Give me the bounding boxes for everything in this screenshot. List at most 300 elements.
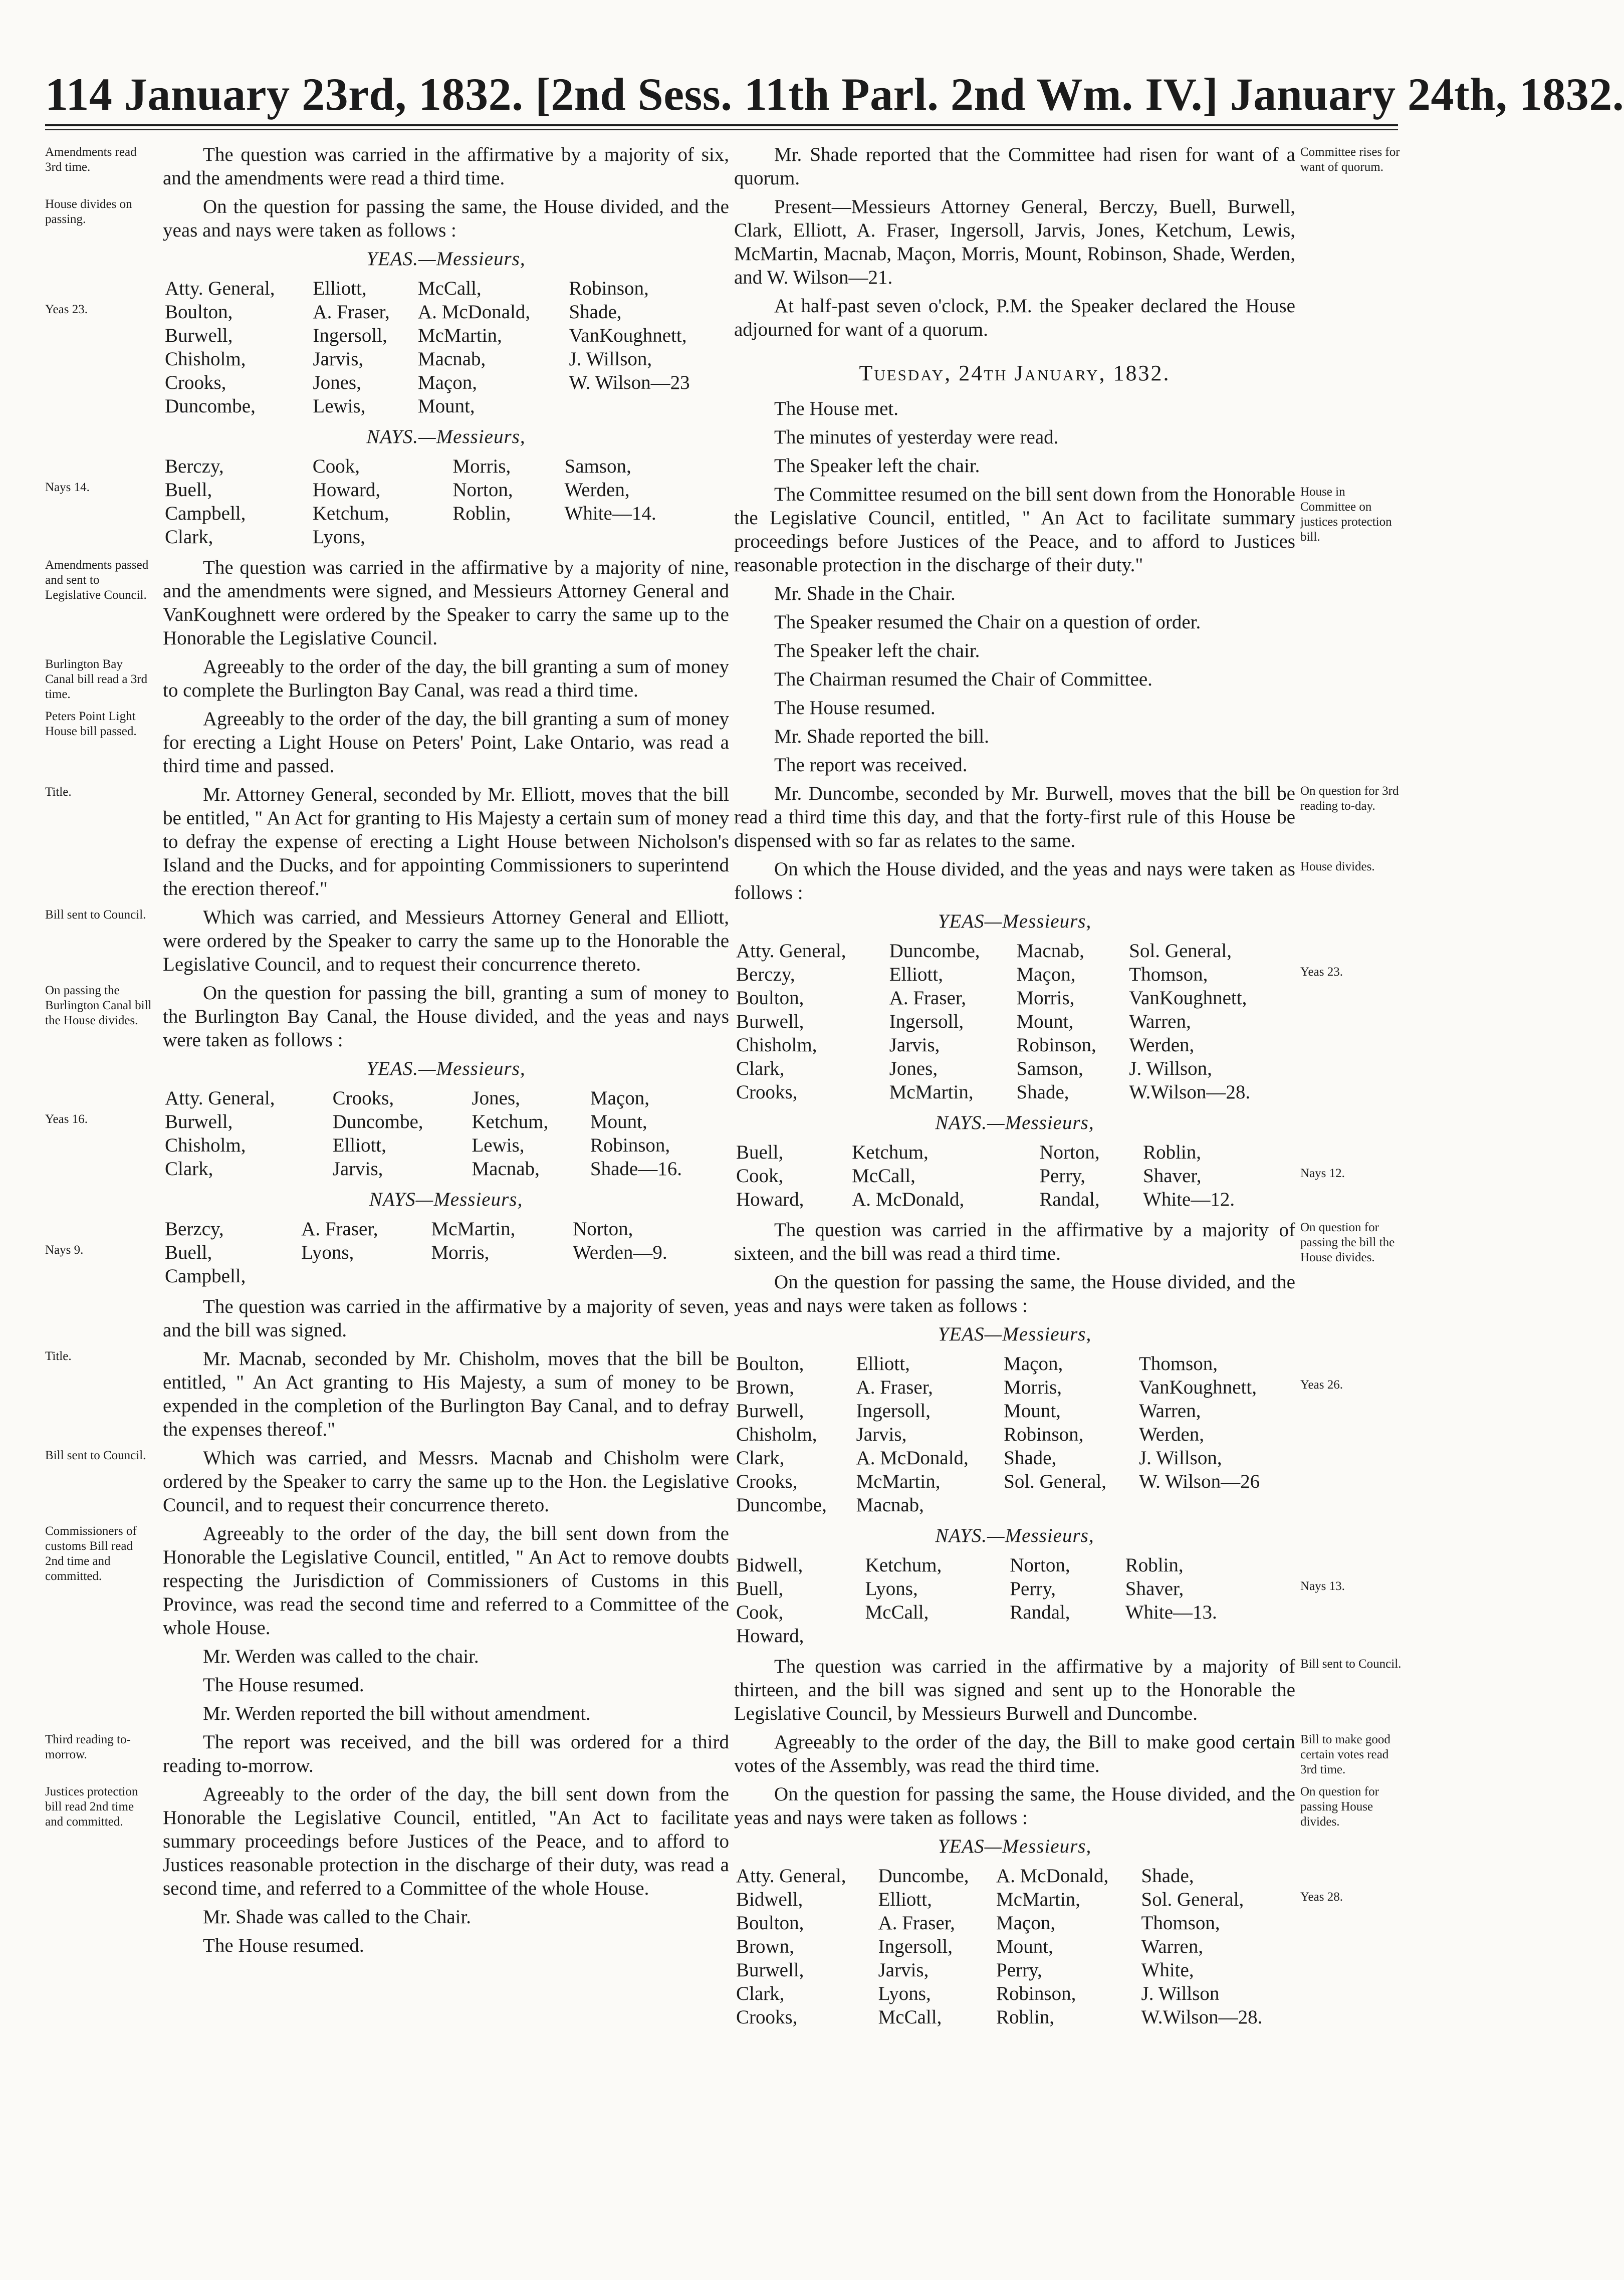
block bbox=[734, 667, 1295, 691]
vote-row bbox=[163, 277, 729, 300]
paragraph: The Speaker left the chair. bbox=[774, 455, 980, 477]
member-name: Atty. General, bbox=[165, 278, 275, 299]
member-name bbox=[1123, 1624, 1295, 1648]
member-name: Werden, bbox=[564, 479, 630, 501]
margin-note: House divides. bbox=[1300, 860, 1375, 873]
vote-heading-text: NAYS—Messieurs, bbox=[369, 1189, 523, 1210]
vote-row bbox=[734, 1982, 1295, 2005]
vote-table bbox=[734, 1553, 1295, 1648]
member-name: Cook, bbox=[312, 455, 360, 477]
member-name: Macnab, bbox=[1016, 940, 1084, 962]
member-name: Berczy, bbox=[165, 455, 224, 477]
block bbox=[163, 1673, 729, 1697]
member-name bbox=[1137, 1493, 1295, 1517]
paragraph: Agreeably to the order of the day, the bill granting a sum of money to complete the Burlington Bay Canal, was read a third time. bbox=[163, 656, 729, 701]
member-name: Thomson, bbox=[1129, 964, 1208, 985]
member-name: Cook, bbox=[736, 1602, 784, 1623]
member-name: Buell, bbox=[165, 1242, 212, 1263]
member-name: Robinson, bbox=[996, 1983, 1076, 2004]
margin-note: Bill sent to Council. bbox=[45, 908, 146, 922]
block bbox=[734, 857, 1375, 904]
left-column bbox=[45, 143, 729, 1962]
member-name: Burwell, bbox=[165, 1111, 233, 1132]
member-name: Elliott, bbox=[313, 278, 367, 299]
member-name: Robinson, bbox=[590, 1134, 670, 1156]
margin-note: Peters Point Light House bill passed. bbox=[45, 710, 137, 738]
member-name: Boulton, bbox=[165, 301, 233, 323]
member-name: Berczy, bbox=[736, 964, 795, 985]
vote-heading-text: NAYS.—Messieurs, bbox=[935, 1112, 1094, 1133]
member-name: Chisholm, bbox=[736, 1034, 817, 1056]
paragraph: The question was carried in the affirmative by a majority of nine, and the amendments were signed, and Messieurs Attorney General and VanKoughnett were ordered by the Speaker to carry the same up to the Honorable the Legislative Council. bbox=[163, 557, 729, 649]
member-name: Shade, bbox=[569, 301, 622, 323]
member-name: Campbell, bbox=[165, 503, 246, 524]
member-name: Shaver, bbox=[1125, 1578, 1184, 1600]
block bbox=[45, 1446, 729, 1517]
member-name: Ingersoll, bbox=[878, 1936, 953, 1957]
block bbox=[45, 143, 729, 190]
vote-heading-text: YEAS—Messieurs, bbox=[938, 910, 1092, 932]
paragraph: Mr. Shade in the Chair. bbox=[774, 583, 956, 604]
member-name: Lyons, bbox=[865, 1578, 918, 1600]
margin-note: Amendments read 3rd time. bbox=[45, 145, 137, 174]
vote-row bbox=[163, 1264, 729, 1288]
member-name: Robinson, bbox=[1004, 1424, 1084, 1445]
member-name: Atty. General, bbox=[736, 940, 846, 962]
block bbox=[734, 610, 1295, 634]
vote-row bbox=[163, 502, 729, 525]
block bbox=[734, 1218, 1395, 1265]
member-name: Boulton, bbox=[736, 1353, 804, 1375]
vote-table bbox=[163, 454, 729, 549]
member-name: Warren, bbox=[1138, 1400, 1201, 1422]
block bbox=[45, 425, 729, 549]
vote-heading-text: YEAS.—Messieurs, bbox=[366, 248, 526, 270]
block bbox=[45, 655, 729, 702]
member-name: W. Wilson—23 bbox=[569, 372, 690, 393]
member-name: Maçon, bbox=[590, 1087, 649, 1109]
paragraph: The question was carried in the affirmative by a majority of six, and the amendments were read a third time. bbox=[163, 144, 729, 189]
paragraph: The report was received. bbox=[774, 754, 968, 776]
vote-row bbox=[163, 1241, 729, 1264]
member-name: Mount, bbox=[417, 395, 475, 417]
block bbox=[734, 195, 1295, 289]
paragraph: On which the House divided, and the yeas and nays were taken as follows : bbox=[734, 858, 1295, 903]
vote-row bbox=[734, 1911, 1295, 1935]
member-name: VanKoughnett, bbox=[1129, 987, 1247, 1009]
vote-row bbox=[734, 1888, 1295, 1911]
member-name: Warren, bbox=[1129, 1011, 1191, 1032]
member-name: Ingersoll, bbox=[856, 1400, 931, 1422]
margin-note: Yeas 23. bbox=[45, 303, 88, 316]
vote-table bbox=[734, 939, 1295, 1104]
vote-row bbox=[163, 1110, 729, 1133]
block bbox=[734, 143, 1400, 190]
margin-note: Committee rises for want of quorum. bbox=[1300, 145, 1400, 174]
member-name: Atty. General, bbox=[165, 1087, 275, 1109]
paragraph: Agreeably to the order of the day, the bill sent down from the Honorable the Legislative Council, entitled, " An Act to remove doubts respecting the Jurisdiction of Commissioners of Customs in this Province, was read the second time and referred to a Committee of the whole House. bbox=[163, 1523, 729, 1639]
margin-note: Amendments passed and sent to Legislative Council. bbox=[45, 558, 149, 602]
vote-heading bbox=[734, 1524, 1295, 1547]
vote-heading-text: YEAS—Messieurs, bbox=[938, 1836, 1092, 1857]
member-name: A. McDonald, bbox=[852, 1189, 965, 1210]
member-name: White—12. bbox=[1143, 1189, 1235, 1210]
block bbox=[734, 1782, 1379, 1830]
vote-row bbox=[734, 1601, 1295, 1624]
member-name: Maçon, bbox=[1004, 1353, 1063, 1375]
vote-table bbox=[734, 1864, 1295, 2029]
member-name: Morris, bbox=[431, 1242, 490, 1263]
block bbox=[45, 783, 729, 900]
vote-row bbox=[734, 1080, 1295, 1104]
paragraph: Agreeably to the order of the day, the bill sent down from the Honorable the Legislative Council, entitled, "An Act to facilitate summary proceedings before Justices of the Peace, and to afford to Justices reasonable protection in the discharge of their duty, was read a second time, and referred to a Committee of the whole House. bbox=[163, 1783, 729, 1899]
paragraph: The Speaker left the chair. bbox=[774, 640, 980, 661]
member-name: Mount, bbox=[590, 1111, 647, 1132]
vote-row bbox=[734, 1864, 1295, 1888]
member-name: Randal, bbox=[1039, 1189, 1100, 1210]
margin-note: Third reading to-morrow. bbox=[45, 1733, 131, 1761]
vote-row bbox=[163, 347, 729, 371]
member-name: Warren, bbox=[1141, 1936, 1204, 1957]
block bbox=[45, 247, 729, 418]
member-name: White, bbox=[1141, 1959, 1194, 1981]
member-name: McCall, bbox=[865, 1602, 929, 1623]
member-name: Perry, bbox=[1010, 1578, 1056, 1600]
paragraph: The Speaker resumed the Chair on a question of order. bbox=[774, 611, 1201, 633]
vote-row bbox=[734, 1188, 1295, 1211]
block bbox=[45, 1782, 729, 1900]
paragraph: The question was carried in the affirmative by a majority of thirteen, and the bill was signed and sent up to the Honorable the Legislative Council, by Messieurs Burwell and Duncombe. bbox=[734, 1656, 1295, 1724]
vote-row bbox=[734, 1164, 1295, 1188]
paragraph: Mr. Duncombe, seconded by Mr. Burwell, moves that the bill be read a third time this day, and that the forty-first rule of this House be dispensed with so far as relates to the same. bbox=[734, 783, 1295, 851]
paragraph: The House resumed. bbox=[203, 1674, 364, 1696]
member-name: Bidwell, bbox=[736, 1889, 803, 1910]
member-name: Jones, bbox=[313, 372, 361, 393]
member-name bbox=[429, 1264, 571, 1288]
paragraph: The House resumed. bbox=[774, 697, 936, 719]
paragraph: On the question for passing the same, the House divided, and the yeas and nays were taken as follows : bbox=[734, 1783, 1295, 1829]
member-name: Norton, bbox=[573, 1218, 633, 1240]
member-name: Maçon, bbox=[417, 372, 477, 393]
member-name: Crooks, bbox=[736, 1081, 798, 1103]
vote-row bbox=[734, 2005, 1295, 2029]
block bbox=[45, 1188, 729, 1288]
block bbox=[734, 1655, 1402, 1725]
member-name: Werden—9. bbox=[573, 1242, 667, 1263]
member-name: Elliott, bbox=[332, 1134, 386, 1156]
member-name: Mount, bbox=[1004, 1400, 1061, 1422]
margin-note: House divides on passing. bbox=[45, 197, 132, 226]
vote-heading bbox=[163, 425, 729, 448]
member-name: Roblin, bbox=[1143, 1142, 1201, 1163]
member-name: Lyons, bbox=[312, 526, 365, 548]
member-name: Maçon, bbox=[1016, 964, 1076, 985]
vote-heading bbox=[734, 1111, 1295, 1134]
vote-row bbox=[734, 1446, 1295, 1470]
member-name: J. Willson, bbox=[1129, 1058, 1212, 1079]
vote-heading-text: NAYS.—Messieurs, bbox=[366, 426, 526, 447]
member-name: Shade—16. bbox=[590, 1158, 682, 1180]
member-name: A. Fraser, bbox=[856, 1377, 933, 1398]
member-name: Lewis, bbox=[313, 395, 366, 417]
member-name: Atty. General, bbox=[736, 1865, 846, 1887]
block bbox=[734, 1322, 1343, 1517]
vote-row bbox=[734, 1352, 1295, 1376]
vote-heading bbox=[163, 1057, 729, 1080]
member-name: Perry, bbox=[996, 1959, 1042, 1981]
member-name bbox=[450, 525, 562, 549]
member-name: Roblin, bbox=[1125, 1554, 1184, 1576]
vote-row bbox=[734, 939, 1295, 963]
paragraph: The Chairman resumed the Chair of Committee. bbox=[774, 668, 1152, 690]
member-name: Thomson, bbox=[1141, 1912, 1220, 1934]
member-name: Buell, bbox=[165, 479, 212, 501]
vote-row bbox=[163, 324, 729, 347]
margin-note: House in Committee on justices protection bill. bbox=[1300, 485, 1392, 544]
vote-row bbox=[163, 300, 729, 324]
member-name: McMartin, bbox=[417, 325, 502, 346]
margin-note: Bill sent to Council. bbox=[45, 1449, 146, 1462]
member-name: Jarvis, bbox=[313, 348, 364, 370]
day-heading: Tuesday, 24th January, 1832. bbox=[859, 361, 1171, 385]
vote-row bbox=[734, 1470, 1295, 1493]
paragraph: On the question for passing the bill, granting a sum of money to the Burlington Bay Canal, the House divided, and the yeas and nays were taken as follows : bbox=[163, 982, 729, 1051]
paragraph: Present—Messieurs Attorney General, Berczy, Buell, Burwell, Clark, Elliott, A. Fraser, Ingersoll, Jarvis, Jones, Ketchum, Lewis, McMartin, Macnab, Maçon, Morris, Mount, Robinson, Shade, Werden, and W. Wilson—21. bbox=[734, 196, 1295, 288]
member-name: Norton, bbox=[1039, 1142, 1100, 1163]
member-name: Duncombe, bbox=[736, 1494, 827, 1516]
member-name: Lewis, bbox=[472, 1134, 525, 1156]
paragraph: Mr. Attorney General, seconded by Mr. Elliott, moves that the bill be entitled, " An Act for granting to His Majesty a certain sum of money to defray the expense of erecting a Light House between Nicholson's Island and the Ducks, and for appointing Commissioners to superintend the erection thereof." bbox=[163, 784, 729, 899]
member-name: Mount, bbox=[1016, 1011, 1074, 1032]
member-name: Maçon, bbox=[996, 1912, 1056, 1934]
vote-row bbox=[734, 986, 1295, 1010]
margin-note: Nays 9. bbox=[45, 1243, 84, 1257]
block bbox=[734, 582, 1295, 605]
member-name: Ingersoll, bbox=[313, 325, 387, 346]
member-name: Burwell, bbox=[736, 1959, 804, 1981]
block bbox=[45, 1057, 729, 1181]
vote-row bbox=[734, 1423, 1295, 1446]
paragraph: The question was carried in the affirmative by a majority of seven, and the bill was signed. bbox=[163, 1296, 729, 1341]
paragraph: The House met. bbox=[774, 398, 899, 419]
member-name: W.Wilson—28. bbox=[1141, 2006, 1263, 2028]
margin-note: Nays 12. bbox=[1300, 1167, 1345, 1180]
member-name: Jarvis, bbox=[878, 1959, 929, 1981]
block bbox=[45, 707, 729, 778]
vote-row bbox=[734, 1033, 1295, 1057]
member-name bbox=[571, 1264, 729, 1288]
paragraph: Mr. Werden was called to the chair. bbox=[203, 1646, 479, 1667]
margin-note: Nays 14. bbox=[45, 481, 90, 494]
member-name: Macnab, bbox=[856, 1494, 924, 1516]
member-name: Lyons, bbox=[878, 1983, 931, 2004]
member-name bbox=[299, 1264, 429, 1288]
vote-row bbox=[163, 1157, 729, 1181]
vote-heading bbox=[734, 909, 1295, 933]
member-name: Werden, bbox=[1138, 1424, 1204, 1445]
block bbox=[45, 981, 729, 1052]
member-name: Perry, bbox=[1039, 1165, 1086, 1187]
block bbox=[45, 1522, 729, 1640]
paragraph: The House resumed. bbox=[203, 1935, 364, 1956]
member-name bbox=[1002, 1493, 1137, 1517]
block bbox=[45, 1730, 729, 1777]
member-name: Clark, bbox=[736, 1058, 785, 1079]
vote-table bbox=[163, 1217, 729, 1288]
member-name: Macnab, bbox=[417, 348, 486, 370]
vote-table bbox=[734, 1141, 1295, 1211]
member-name: Sol. General, bbox=[1004, 1471, 1106, 1492]
member-name bbox=[567, 394, 729, 418]
vote-heading-text: YEAS—Messieurs, bbox=[938, 1323, 1092, 1345]
member-name: Roblin, bbox=[452, 503, 511, 524]
member-name: Jarvis, bbox=[332, 1158, 383, 1180]
block bbox=[734, 397, 1295, 420]
member-name: Brown, bbox=[736, 1936, 794, 1957]
vote-row bbox=[734, 1624, 1295, 1648]
member-name bbox=[863, 1624, 1008, 1648]
member-name: VanKoughnett, bbox=[569, 325, 687, 346]
vote-row bbox=[163, 1086, 729, 1110]
member-name: Chisholm, bbox=[165, 1134, 246, 1156]
member-name: J. Willson, bbox=[1138, 1447, 1222, 1469]
vote-row bbox=[734, 1553, 1295, 1577]
block bbox=[734, 1524, 1345, 1648]
paragraph: Mr. Shade reported the bill. bbox=[774, 726, 989, 747]
right-column bbox=[734, 143, 1403, 2036]
margin-note: Nays 13. bbox=[1300, 1579, 1345, 1593]
vote-row bbox=[734, 1935, 1295, 1958]
margin-note: On question for 3rd reading to-day. bbox=[1300, 784, 1399, 813]
member-name: Robinson, bbox=[1016, 1034, 1096, 1056]
member-name: Burwell, bbox=[165, 325, 233, 346]
member-name: Duncombe, bbox=[165, 395, 256, 417]
block bbox=[734, 639, 1295, 662]
margin-note: On passing the Burlington Canal bill the House divides. bbox=[45, 984, 152, 1027]
member-name: Werden, bbox=[1129, 1034, 1195, 1056]
member-name: Robinson, bbox=[569, 278, 649, 299]
block bbox=[734, 425, 1295, 449]
member-name: A. Fraser, bbox=[878, 1912, 955, 1934]
member-name: Howard, bbox=[312, 479, 381, 501]
paragraph: Which was carried, and Messieurs Attorney General and Elliott, were ordered by the Speaker to carry the same up to the Honorable the Legislative Council, and to request their concurrence thereto. bbox=[163, 906, 729, 975]
vote-row bbox=[163, 478, 729, 502]
member-name: A. Fraser, bbox=[889, 987, 967, 1009]
vote-heading bbox=[163, 1188, 729, 1211]
member-name: Buell, bbox=[736, 1142, 784, 1163]
margin-note: Bill to make good certain votes read 3rd time. bbox=[1300, 1733, 1390, 1776]
paragraph: Mr. Macnab, seconded by Mr. Chisholm, moves that the bill be entitled, " An Act granting to His Majesty, a sum of money to be expended in the completion of the Burlington Bay Canal, and to defray the expenses thereof." bbox=[163, 1348, 729, 1440]
block bbox=[734, 1835, 1343, 2029]
margin-note: Bill sent to Council. bbox=[1300, 1657, 1402, 1671]
member-name: White—13. bbox=[1125, 1602, 1217, 1623]
margin-note: On question for passing House divides. bbox=[1300, 1785, 1379, 1829]
member-name: Chisholm, bbox=[736, 1424, 817, 1445]
member-name: Jones, bbox=[472, 1087, 520, 1109]
member-name: Boulton, bbox=[736, 987, 804, 1009]
right-column-text bbox=[734, 143, 1402, 2029]
member-name: McMartin, bbox=[856, 1471, 941, 1492]
margin-note: Yeas 23. bbox=[1300, 965, 1343, 979]
block bbox=[45, 1347, 729, 1441]
member-name: W. Wilson—26 bbox=[1138, 1471, 1260, 1492]
member-name: Shade, bbox=[1141, 1865, 1194, 1887]
member-name: Ketchum, bbox=[472, 1111, 549, 1132]
member-name: Lyons, bbox=[301, 1242, 354, 1263]
member-name: A. McDonald, bbox=[856, 1447, 969, 1469]
member-name: Boulton, bbox=[736, 1912, 804, 1934]
block bbox=[734, 753, 1295, 777]
member-name: Clark, bbox=[165, 526, 213, 548]
paragraph: The Committee resumed on the bill sent down from the Honorable the Legislative Council, entitled, " An Act to facilitate summary proceedings before Justices of the Peace, and to afford to Justices reasonable protection in the discharge of their duty." bbox=[734, 484, 1295, 576]
vote-row bbox=[734, 1141, 1295, 1164]
margin-note: Title. bbox=[45, 785, 72, 799]
vote-row bbox=[734, 963, 1295, 986]
vote-heading-text: NAYS.—Messieurs, bbox=[935, 1525, 1094, 1546]
margin-note: Burlington Bay Canal bill read a 3rd time. bbox=[45, 657, 148, 701]
member-name: Clark, bbox=[165, 1158, 213, 1180]
block bbox=[163, 1702, 729, 1725]
vote-heading bbox=[734, 1322, 1295, 1346]
vote-row bbox=[734, 1577, 1295, 1601]
member-name: Shaver, bbox=[1143, 1165, 1202, 1187]
block bbox=[163, 1645, 729, 1668]
paragraph: Mr. Werden reported the bill without amendment. bbox=[203, 1703, 591, 1724]
member-name: Ingersoll, bbox=[889, 1011, 964, 1032]
margin-note: Yeas 26. bbox=[1300, 1378, 1343, 1392]
margin-note: Commissioners of customs Bill read 2nd time and committed. bbox=[45, 1524, 137, 1583]
header-rule-thin bbox=[45, 129, 1398, 130]
member-name: Ketchum, bbox=[865, 1554, 942, 1576]
member-name: Elliott, bbox=[856, 1353, 910, 1375]
member-name: McMartin, bbox=[889, 1081, 974, 1103]
member-name: Samson, bbox=[564, 455, 631, 477]
member-name: Roblin, bbox=[996, 2006, 1054, 2028]
member-name: Crooks, bbox=[736, 2006, 798, 2028]
block bbox=[45, 556, 729, 650]
vote-row bbox=[734, 1399, 1295, 1423]
vote-table bbox=[163, 277, 729, 418]
member-name: Crooks, bbox=[736, 1471, 798, 1492]
block bbox=[734, 294, 1295, 341]
member-name: Crooks, bbox=[332, 1087, 394, 1109]
member-name: Duncombe, bbox=[878, 1865, 969, 1887]
member-name: Clark, bbox=[736, 1983, 785, 2004]
member-name: Morris, bbox=[1016, 987, 1075, 1009]
margin-note: On question for passing the bill the House divides. bbox=[1300, 1221, 1395, 1264]
member-name: White—14. bbox=[564, 503, 656, 524]
member-name: Berzcy, bbox=[165, 1218, 224, 1240]
member-name: A. Fraser, bbox=[301, 1218, 378, 1240]
member-name: Bidwell, bbox=[736, 1554, 803, 1576]
member-name: Duncombe, bbox=[889, 940, 980, 962]
vote-row bbox=[734, 1493, 1295, 1517]
margin-note: Yeas 16. bbox=[45, 1112, 88, 1126]
member-name: Shade, bbox=[1016, 1081, 1069, 1103]
member-name: J. Willson, bbox=[569, 348, 652, 370]
paragraph: Which was carried, and Messrs. Macnab and Chisholm were ordered by the Speaker to carry the same up to the Hon. the Legislative Council, and to request their concurrence thereto. bbox=[163, 1447, 729, 1516]
left-column-text bbox=[45, 143, 729, 1957]
member-name: Jones, bbox=[889, 1058, 938, 1079]
block bbox=[734, 782, 1399, 852]
member-name: McMartin, bbox=[996, 1889, 1080, 1910]
member-name: Burwell, bbox=[736, 1400, 804, 1422]
member-name: Sol. General, bbox=[1141, 1889, 1244, 1910]
margin-note: Title. bbox=[45, 1349, 72, 1363]
member-name: Elliott, bbox=[878, 1889, 932, 1910]
member-name: Cook, bbox=[736, 1165, 784, 1187]
member-name: A. McDonald, bbox=[417, 301, 531, 323]
